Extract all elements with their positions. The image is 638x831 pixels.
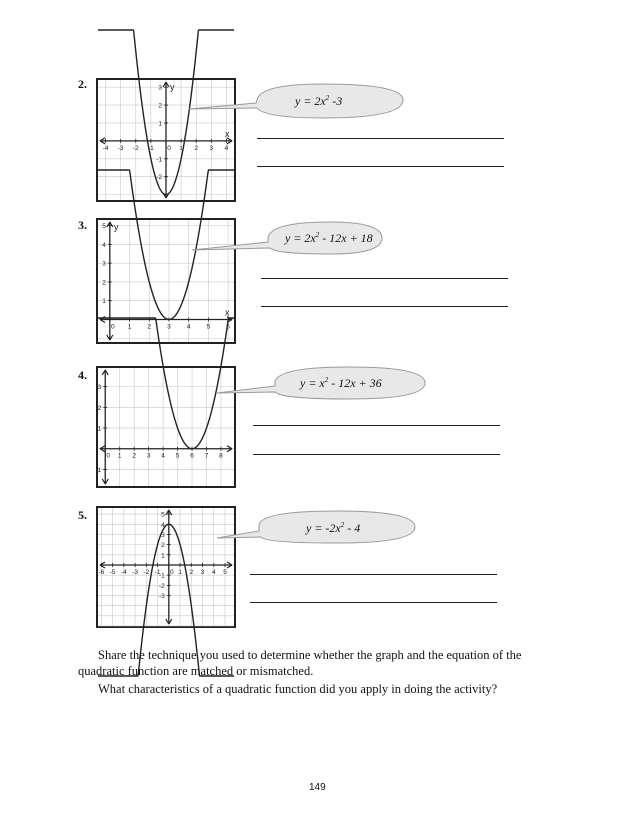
equation-text: y = 2x (295, 94, 326, 108)
x-axis-label: x (225, 128, 230, 139)
x-tick-label: 2 (194, 144, 199, 152)
page-number: 149 (309, 782, 326, 793)
answer-line[interactable] (257, 166, 504, 167)
x-tick-label: 0 (106, 452, 111, 460)
y-tick-label: 3 (161, 531, 165, 539)
x-tick-label: 3 (209, 144, 214, 152)
graph-svg (98, 508, 234, 626)
item-number: 4. (78, 368, 87, 382)
x-tick-label: -2 (143, 568, 150, 576)
x-tick-label: -1 (147, 144, 154, 152)
x-tick-label: 1 (179, 144, 183, 152)
question-text: What characteristics of a quadratic function did you apply in doing the activity? (98, 682, 498, 696)
graph-svg (95, 368, 234, 486)
x-tick-label: 2 (147, 323, 152, 331)
equation-text: - 12x + 36 (328, 376, 382, 390)
question-paragraph (78, 647, 564, 679)
x-tick-label: -3 (132, 568, 138, 576)
equation-exponent: 2 (325, 94, 330, 102)
x-tick-label: 6 (190, 452, 194, 460)
x-tick-label: 5 (206, 323, 211, 331)
x-tick-label: 4 (186, 323, 191, 331)
question-text: Share the technique you used to determine whether the graph and the equation of the quadratic function are matched or mismatched. (78, 648, 522, 678)
y-tick-label: 3 (158, 84, 162, 92)
answer-line[interactable] (250, 602, 497, 603)
x-tick-label: 0 (169, 568, 174, 576)
item-number: 3. (78, 218, 87, 232)
x-tick-label: 7 (204, 452, 209, 460)
equation-text: y = 2x (285, 231, 316, 245)
x-tick-label: -4 (102, 144, 109, 152)
question-paragraph (98, 681, 564, 697)
x-tick-label: 3 (146, 452, 151, 460)
x-tick-label: -2 (132, 144, 139, 152)
answer-line[interactable] (257, 138, 504, 139)
x-tick-label: 4 (211, 568, 216, 576)
x-tick-label: -6 (98, 568, 105, 576)
equation-text: - 4 (344, 521, 361, 535)
equation-item-4 (300, 376, 382, 391)
y-tick-label: -1 (156, 156, 162, 164)
x-tick-label: 2 (132, 452, 136, 460)
answer-line[interactable] (253, 454, 500, 455)
y-tick-label: -2 (159, 582, 165, 590)
y-tick-label: -3 (159, 592, 165, 600)
x-tick-label: 1 (178, 568, 182, 576)
x-tick-label: 1 (117, 452, 122, 460)
y-tick-label: 2 (161, 542, 165, 550)
equation-text: y = -2x (306, 521, 341, 535)
equation-text: -3 (329, 94, 343, 108)
y-tick-label: 3 (102, 260, 106, 268)
x-tick-label: 8 (219, 452, 223, 460)
equation-text: - 12x + 18 (319, 231, 373, 245)
x-tick-label: 4 (224, 144, 229, 152)
x-tick-label: -1 (154, 568, 161, 576)
y-tick-label: 2 (97, 404, 102, 412)
answer-line[interactable] (261, 278, 508, 279)
x-tick-label: 5 (175, 452, 180, 460)
x-tick-label: 3 (167, 323, 171, 331)
y-tick-label: 2 (102, 279, 106, 287)
y-tick-label: 1 (102, 298, 106, 306)
item-number: 2. (78, 77, 87, 91)
answer-line[interactable] (253, 425, 500, 426)
x-tick-label: 3 (200, 568, 205, 576)
y-axis-label: y (170, 82, 175, 92)
y-tick-label: 5 (161, 511, 165, 519)
y-tick-label: 4 (161, 521, 165, 529)
x-tick-label: -4 (120, 568, 127, 576)
x-tick-label: 2 (189, 568, 194, 576)
y-tick-label: -1 (159, 572, 165, 580)
x-axis-label: x (225, 307, 230, 318)
equation-text: y = x (300, 376, 325, 390)
item-number: 5. (78, 508, 87, 522)
x-tick-label: 4 (161, 452, 165, 460)
y-tick-label: 3 (97, 384, 102, 392)
x-tick-label: -5 (109, 568, 116, 576)
equation-item-5 (306, 521, 360, 536)
y-axis-label: y (113, 222, 119, 232)
equation-exponent: 2 (340, 521, 345, 529)
y-tick-label: 1 (161, 552, 165, 560)
y-tick-label: 4 (102, 241, 106, 249)
y-tick-label: -1 (95, 466, 102, 474)
x-tick-label: 5 (223, 568, 227, 576)
x-tick-label: 0 (167, 144, 171, 152)
equation-item-2 (295, 94, 342, 109)
y-tick-label: 1 (97, 425, 102, 433)
x-tick-label: 0 (111, 323, 115, 331)
x-tick-label: -3 (117, 144, 124, 152)
answer-line[interactable] (250, 574, 497, 575)
equation-exponent: 2 (324, 376, 329, 384)
x-tick-label: 6 (226, 323, 230, 331)
equation-exponent: 2 (315, 231, 320, 239)
x-tick-label: 1 (127, 323, 132, 331)
y-tick-label: 2 (158, 102, 162, 110)
y-tick-label: 1 (158, 120, 162, 128)
y-tick-label: -2 (156, 174, 162, 182)
equation-item-3 (285, 231, 373, 246)
y-tick-label: 5 (102, 223, 106, 231)
answer-line[interactable] (261, 306, 508, 307)
